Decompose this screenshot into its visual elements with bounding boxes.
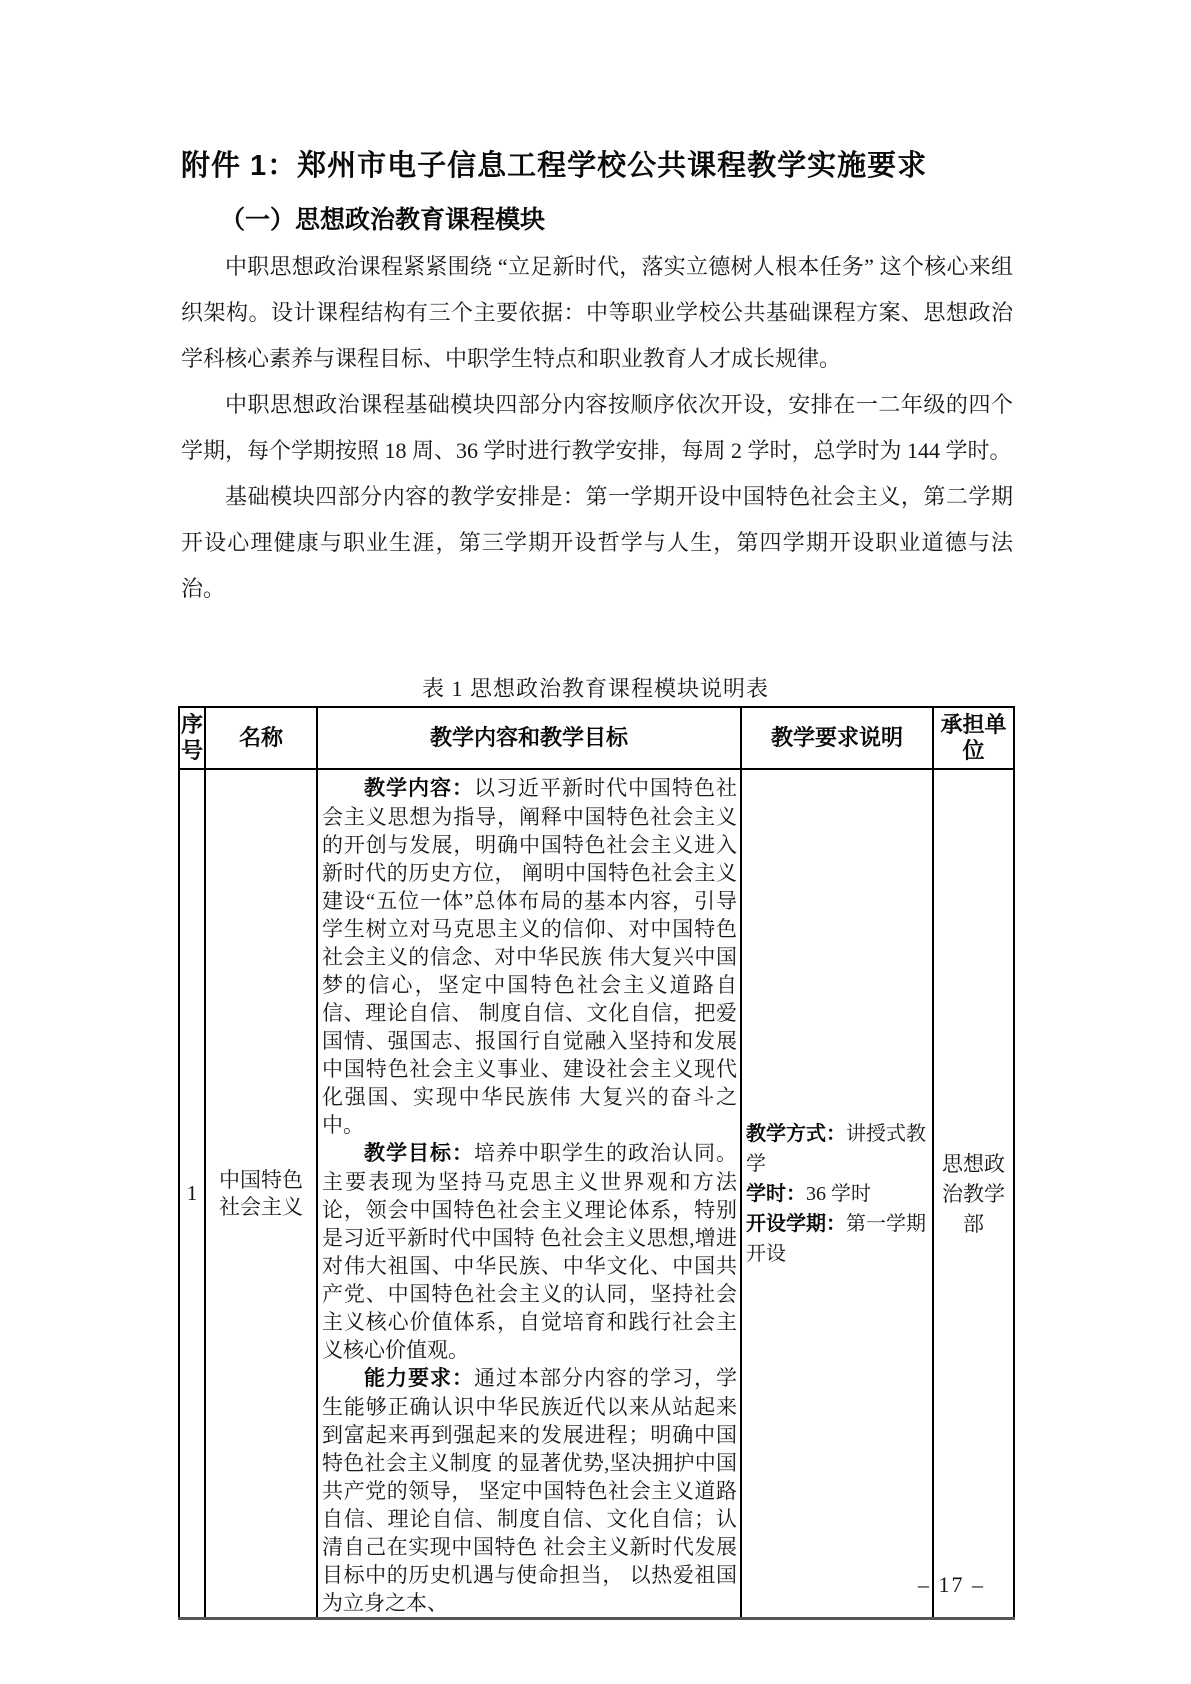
table-caption: 表 1 思想政治教育课程模块说明表 xyxy=(421,676,769,701)
header-unit: 承担单位 xyxy=(933,707,1014,769)
content-text: 以习近平新时代中国特色社会主义思想为指导，阐释中国特色社会主义的开创与发展，明确中国特色社会主义进入新时代的历史方位， 阐明中国特色社会主义建设“五位一体”总体布局的基本内容，引导学生树立对马克思主义的信仰、对中国特色社会主义的信念、对中华民族 伟大复兴中国梦的信心，坚定中国特色社会主义道路自信、理论自信、 制度自信、文化自信，把爱国情、强国志、报国行自觉融入坚持和发展 中国特色社会主义事业、建设社会主义现代化强国、实现中华民族伟 大复兴的奋斗之中。 xyxy=(322,776,737,1137)
header-seq: 序号 xyxy=(179,707,205,769)
content-cell xyxy=(317,769,741,1619)
content-label: 教学目标： xyxy=(364,1142,474,1165)
content-label: 教学内容： xyxy=(364,777,474,800)
intro-paragraphs xyxy=(181,244,1013,612)
intro-paragraph-3: 基础模块四部分内容的教学安排是：第一学期开设中国特色社会主义，第二学期开设心理健康与职业生涯，第三学期开设哲学与人生，第四学期开设职业道德与法治。 xyxy=(181,484,1013,601)
req-label: 教学方式： xyxy=(746,1122,846,1145)
unit-cell: 思想政治教学部 xyxy=(933,769,1014,1619)
req-teaching-method xyxy=(746,1119,928,1179)
requirements-cell xyxy=(741,769,933,1619)
req-value: 讲授式教学 xyxy=(746,1122,926,1175)
table-header-row xyxy=(179,707,1014,769)
req-semester xyxy=(746,1209,928,1269)
seq-cell: 1 xyxy=(179,769,205,1619)
table-row xyxy=(179,769,1014,1619)
content-text: 培养中职学生的政治认同。主要表现为坚持马克思主义世界观和方法论，领会中国特色社会主义理论体系，特别是习近平新时代中国特 色社会主义思想,增进对伟大祖国、中华民族、中华文化、中国共产党、中国特色社会主义的认同，坚持社会主义核心价值体系，自觉培育和践行社会主义核心价值观。 xyxy=(322,1141,737,1362)
content-ability-requirement xyxy=(322,1364,737,1617)
page-number: – 17 – xyxy=(918,1572,985,1597)
content-label: 能力要求： xyxy=(364,1367,474,1390)
header-name: 名称 xyxy=(205,707,317,769)
req-value: 36 学时 xyxy=(806,1182,871,1205)
section-heading: （一）思想政治教育课程模块 xyxy=(220,206,546,234)
content-teaching-content xyxy=(322,774,737,1139)
intro-paragraph-2: 中职思想政治课程基础模块四部分内容按顺序依次开设，安排在一二年级的四个学期，每个学期按照 18 周、36 学时进行教学安排，每周 2 学时，总学时为 144 学时。 xyxy=(181,392,1013,463)
content-teaching-goal xyxy=(322,1139,737,1364)
req-label: 学时： xyxy=(746,1182,806,1205)
attachment-title: 附件 1：郑州市电子信息工程学校公共课程教学实施要求 xyxy=(181,150,928,182)
course-name-cell: 中国特色社会主义 xyxy=(205,769,317,1619)
course-module-table xyxy=(178,706,1015,1620)
content-text: 通过本部分内容的学习，学生能够正确认识中华民族近代以来从站起来到富起来再到强起来的发展进程；明确中国特色社会主义制度 的显著优势,坚决拥护中国共产党的领导， 坚定中国特色社会主义道路自信、理论自信、制度自信、文化自信；认清自己在实现中国特色 社会主义新时代发展目标中的历史机遇与使命担当， 以热爱祖国为立身之本、 xyxy=(322,1366,737,1615)
header-content: 教学内容和教学目标 xyxy=(317,707,741,769)
header-requirements: 教学要求说明 xyxy=(741,707,933,769)
req-hours xyxy=(746,1179,928,1209)
intro-paragraph-1: 中职思想政治课程紧紧围绕 “立足新时代，落实立德树人根本任务” 这个核心来组织架构。设计课程结构有三个主要依据：中等职业学校公共基础课程方案、思想政治学科核心素养与课程目标、中职学生特点和职业教育人才成长规律。 xyxy=(181,254,1013,371)
req-value: 第一学期开设 xyxy=(746,1212,926,1265)
req-label: 开设学期： xyxy=(746,1212,846,1235)
